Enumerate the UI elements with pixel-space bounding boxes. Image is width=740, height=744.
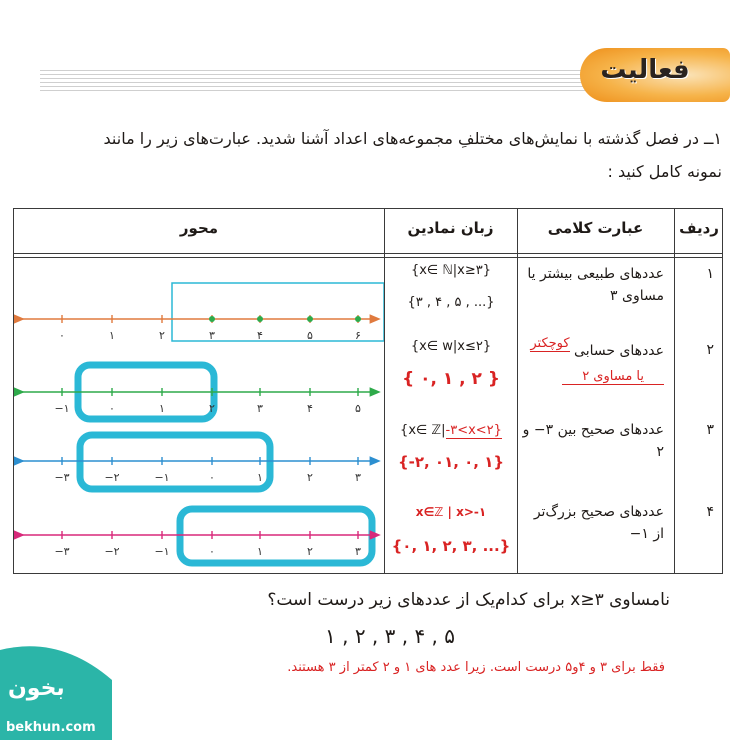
- filled-point: [257, 316, 263, 322]
- row-number: ۱: [706, 266, 714, 282]
- set-builder-row3-prefix: {x∈ ℤ|: [400, 423, 446, 438]
- row-number: ۲: [706, 342, 714, 358]
- set-builder-row1: {x∈ ℕ|x≥۳}: [410, 263, 492, 278]
- table-divider: [517, 209, 518, 573]
- tick-label: ۴: [307, 402, 313, 415]
- set-builder-row2: {x∈ w|x≤۲}: [410, 339, 492, 354]
- tick-label: −۲: [104, 471, 120, 484]
- tick-label: −۳: [54, 545, 70, 558]
- question1-line2: نمونه کامل کنید :: [607, 162, 722, 181]
- watermark-site: bekhun.com: [6, 720, 96, 735]
- set-builder-row3-fill: -۳<x<۲}: [445, 423, 502, 438]
- tick-label: −۱: [154, 471, 170, 484]
- tick-label: ۱: [257, 471, 263, 484]
- tick-label: −۱: [54, 402, 70, 415]
- number-lines-svg: [14, 255, 384, 575]
- logo-text: بخون: [8, 676, 65, 701]
- verbal-row1: عددهای طبیعی بیشتر یا مساوی ۳: [527, 266, 664, 304]
- tick-label: −۱: [154, 545, 170, 558]
- tick-label: ۳: [355, 471, 361, 484]
- header-axis: محور: [179, 219, 219, 237]
- tick-label: ۶: [355, 329, 361, 342]
- verbal-row2-prefix: عددهای حسابی: [574, 343, 664, 359]
- roster-row2: { ۰, ۱ , ۲ }: [402, 369, 500, 389]
- tick-label: ۰: [209, 545, 215, 558]
- tick-label: ۵: [307, 329, 313, 342]
- tick-label: ۰: [109, 402, 115, 415]
- tick-label: ۰: [209, 471, 215, 484]
- tick-label: ۰: [59, 329, 65, 342]
- question1-line1: ۱ــ در فصل گذشته با نمایش‌های مختلفِ مجموعه‌های اعداد آشنا شدید. عبارت‌های زیر را مانند: [103, 129, 722, 148]
- tick-label: ۴: [257, 329, 263, 342]
- tick-label: ۳: [257, 402, 263, 415]
- watermark-logo: [0, 640, 118, 740]
- tick-label: −۳: [54, 471, 70, 484]
- exercise-table: [13, 208, 723, 574]
- filled-point: [307, 316, 313, 322]
- roster-row1: {۳ , ۴ , ۵ , ...}: [407, 295, 495, 310]
- roster-row4: {۰, ۱, ۲, ۳, ...}: [391, 537, 511, 555]
- question2-numbers: ۱ , ۲ , ۳ , ۴ , ۵: [325, 624, 455, 648]
- question2-text: نامساوی x≥۳ برای کدام‌یک از عددهای زیر درست است؟: [267, 590, 670, 610]
- verbal-row2-fill2: یا مساوی ۲: [562, 369, 664, 385]
- tick-label: ۲: [209, 402, 215, 415]
- filled-point: [209, 316, 215, 322]
- table-divider: [384, 209, 385, 573]
- table-header-divider: [14, 253, 722, 254]
- row-number: ۳: [706, 422, 714, 438]
- header-symbolic: زبان نمادین: [407, 219, 494, 237]
- tick-label: ۲: [307, 471, 313, 484]
- tick-label: ۵: [355, 402, 361, 415]
- row-number: ۴: [706, 504, 714, 520]
- verbal-row2: [522, 336, 664, 389]
- verbal-row4: عددهای صحیح بزرگ‌تر از ۱−: [533, 504, 664, 542]
- tick-label: −۲: [104, 545, 120, 558]
- tick-label: ۳: [209, 329, 215, 342]
- verbal-row2-fill1: کوچکتر: [530, 336, 570, 351]
- filled-point: [355, 316, 361, 322]
- verbal-row3: عددهای صحیح بین ۳− و ۲: [522, 422, 664, 460]
- header-row-number: ردیف: [679, 219, 719, 237]
- set-builder-row4: x∈ℤ | x>-۱: [415, 505, 487, 519]
- tick-label: ۲: [307, 545, 313, 558]
- tick-label: ۳: [355, 545, 361, 558]
- header-decoration-lines: [40, 70, 600, 94]
- header-verbal: عبارت کلامی: [547, 219, 644, 237]
- tick-label: ۱: [109, 329, 115, 342]
- set-builder-row3: [386, 423, 516, 438]
- tick-label: ۲: [159, 329, 165, 342]
- answer-text: فقط برای ۳ و ۴و۵ درست است. زیرا عدد های ۱ و ۲ کمتر از ۳ هستند.: [287, 660, 665, 675]
- tick-label: ۱: [159, 402, 165, 415]
- roster-row3: {-۲, ۰۱, ۰, ۱}: [397, 453, 505, 471]
- activity-title: فعالیت: [600, 55, 690, 85]
- row1-highlight-box: [172, 283, 384, 341]
- tick-label: ۱: [257, 545, 263, 558]
